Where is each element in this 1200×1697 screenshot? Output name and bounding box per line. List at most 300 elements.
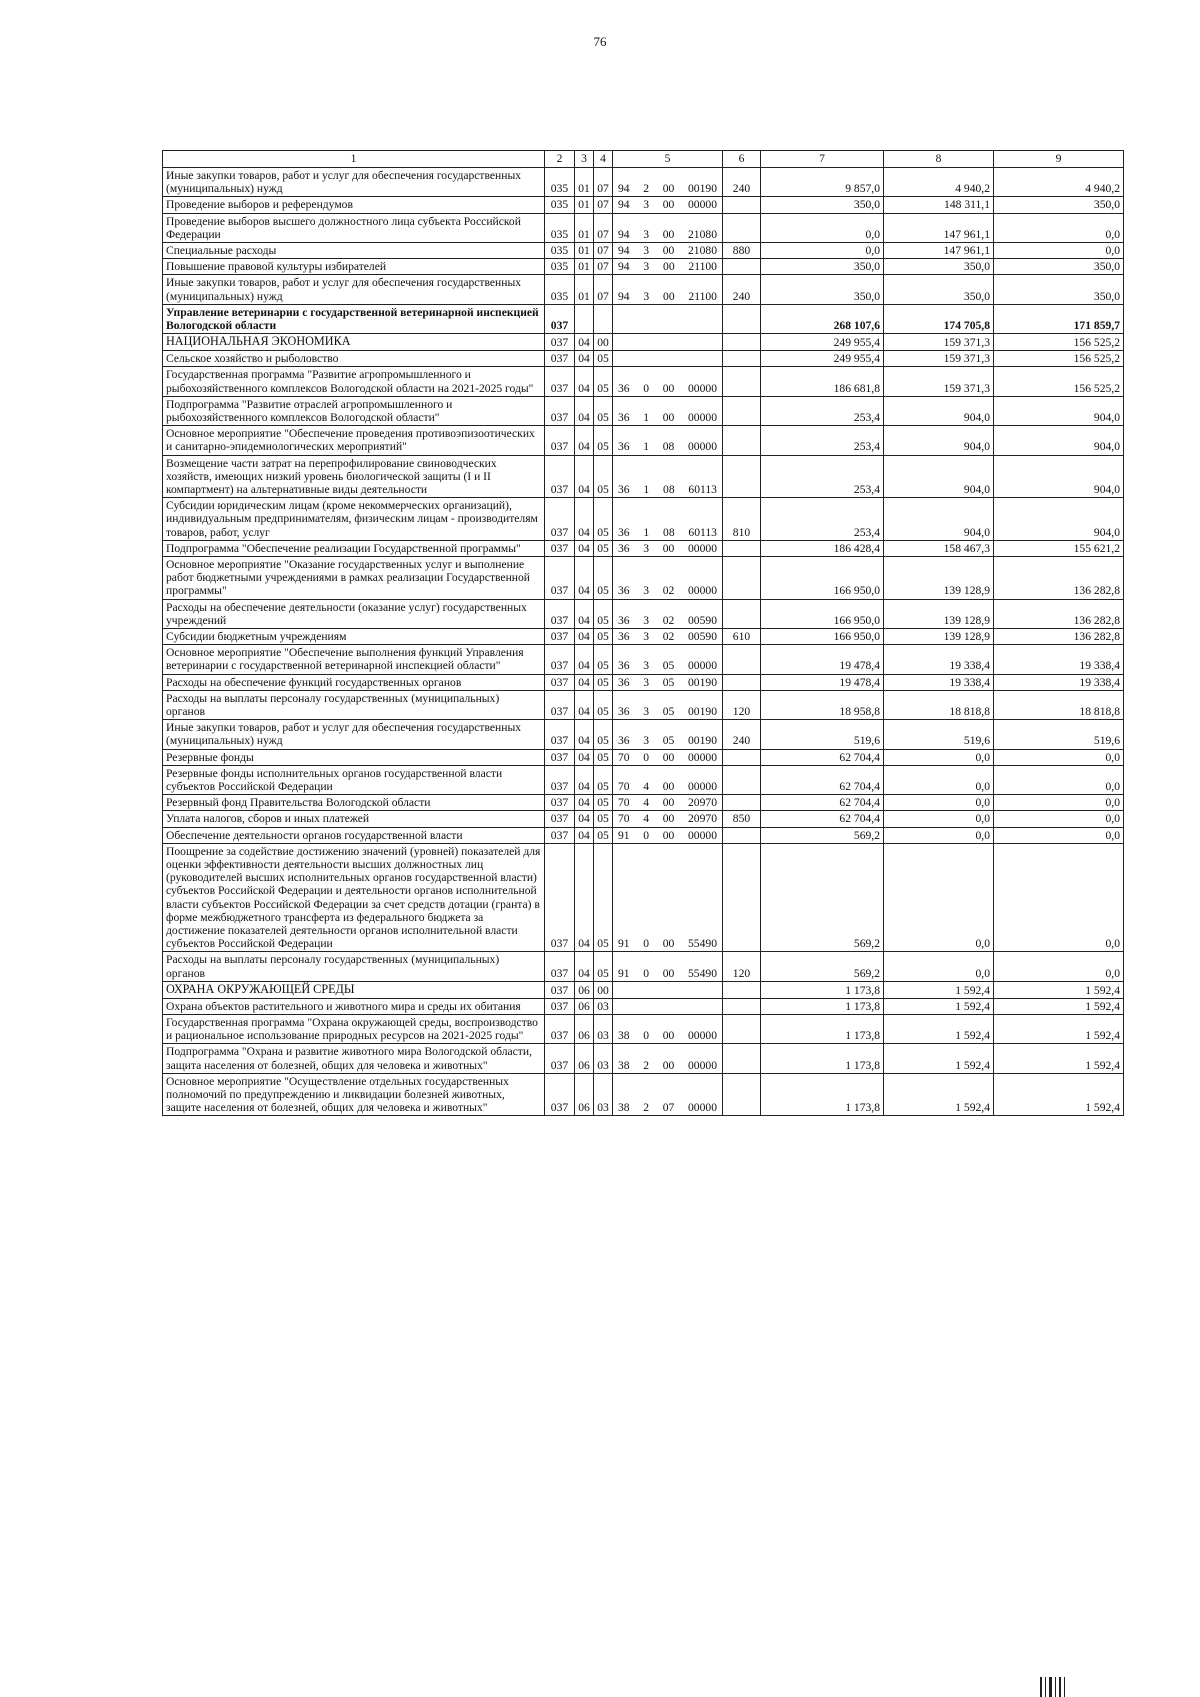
target-article-part: 36 bbox=[618, 381, 630, 395]
table-row bbox=[163, 275, 1124, 304]
target-article-part: 91 bbox=[618, 937, 630, 951]
cell-ministry-code: 037 bbox=[545, 455, 575, 498]
target-article-part: 3 bbox=[643, 198, 650, 212]
cell-expense-type: 610 bbox=[723, 629, 761, 645]
cell-amount-col9: 0,0 bbox=[994, 795, 1124, 811]
cell-amount-col8: 0,0 bbox=[884, 795, 994, 811]
cell-expense-type bbox=[723, 749, 761, 765]
cell-target-article bbox=[613, 998, 723, 1014]
cell-section-code: 04 bbox=[575, 952, 594, 981]
target-article-part: 2 bbox=[643, 1101, 650, 1115]
target-article-part: 0 bbox=[643, 828, 650, 842]
target-article-part: 2 bbox=[643, 1058, 650, 1072]
cell-ministry-code: 037 bbox=[545, 426, 575, 455]
cell-expense-type bbox=[723, 1073, 761, 1116]
row-description: Подпрограмма "Развитие отраслей агропромышленного и рыбохозяйственного комплексов Вологодской области" bbox=[163, 396, 545, 425]
cell-ministry-code: 035 bbox=[545, 275, 575, 304]
target-article-part: 0 bbox=[643, 937, 650, 951]
target-article-part: 00000 bbox=[688, 440, 717, 454]
cell-amount-col9: 0,0 bbox=[994, 811, 1124, 827]
cell-amount-col7: 1 173,8 bbox=[761, 981, 884, 998]
header-cell: 8 bbox=[884, 151, 994, 168]
cell-target-article bbox=[613, 351, 723, 367]
cell-amount-col7: 519,6 bbox=[761, 720, 884, 749]
target-article-part: 00000 bbox=[688, 1058, 717, 1072]
cell-expense-type bbox=[723, 1014, 761, 1043]
table-row bbox=[163, 749, 1124, 765]
cell-subsection-code: 03 bbox=[594, 1014, 613, 1043]
cell-amount-col7: 1 173,8 bbox=[761, 1014, 884, 1043]
row-description: Специальные расходы bbox=[163, 243, 545, 259]
cell-subsection-code: 05 bbox=[594, 599, 613, 628]
page-number: 76 bbox=[593, 34, 607, 49]
cell-amount-col7: 19 478,4 bbox=[761, 645, 884, 674]
table-row bbox=[163, 690, 1124, 719]
row-description: Резервные фонды исполнительных органов государственной власти субъектов Российской Федерации bbox=[163, 765, 545, 794]
cell-amount-col7: 1 173,8 bbox=[761, 998, 884, 1014]
cell-amount-col8: 19 338,4 bbox=[884, 645, 994, 674]
cell-subsection-code: 05 bbox=[594, 426, 613, 455]
cell-amount-col9: 0,0 bbox=[994, 827, 1124, 843]
target-article-part: 94 bbox=[618, 289, 630, 303]
cell-subsection-code: 00 bbox=[594, 981, 613, 998]
cell-amount-col7: 62 704,4 bbox=[761, 811, 884, 827]
row-description: Обеспечение деятельности органов государственной власти bbox=[163, 827, 545, 843]
cell-amount-col7: 9 857,0 bbox=[761, 168, 884, 197]
cell-target-article bbox=[613, 629, 723, 645]
cell-target-article bbox=[613, 1073, 723, 1116]
cell-ministry-code: 035 bbox=[545, 259, 575, 275]
cell-ministry-code: 037 bbox=[545, 1014, 575, 1043]
target-article-part: 91 bbox=[618, 966, 630, 980]
cell-target-article bbox=[613, 674, 723, 690]
cell-amount-col8: 0,0 bbox=[884, 765, 994, 794]
cell-amount-col9: 904,0 bbox=[994, 455, 1124, 498]
cell-target-article bbox=[613, 304, 723, 333]
target-article-part: 1 bbox=[643, 410, 650, 424]
target-article-part: 20970 bbox=[688, 796, 717, 810]
cell-amount-col9: 0,0 bbox=[994, 213, 1124, 242]
target-article-part: 00000 bbox=[688, 750, 717, 764]
cell-amount-col9: 350,0 bbox=[994, 259, 1124, 275]
cell-amount-col8: 147 961,1 bbox=[884, 213, 994, 242]
target-article-part: 3 bbox=[643, 613, 650, 627]
cell-subsection-code: 05 bbox=[594, 367, 613, 396]
cell-target-article bbox=[613, 599, 723, 628]
cell-amount-col8: 1 592,4 bbox=[884, 1014, 994, 1043]
row-description: Подпрограмма "Охрана и развитие животного мира Вологодской области, защита населения от болезней, общих для человека и животных" bbox=[163, 1044, 545, 1073]
target-article-part: 00000 bbox=[688, 381, 717, 395]
cell-amount-col9: 156 525,2 bbox=[994, 367, 1124, 396]
cell-target-article bbox=[613, 540, 723, 556]
target-article-part: 00590 bbox=[688, 613, 717, 627]
table-row bbox=[163, 1014, 1124, 1043]
cell-amount-col7: 249 955,4 bbox=[761, 351, 884, 367]
row-description: Государственная программа "Охрана окружающей среды, воспроизводство и рациональное использование природных ресурсов на 2021-2025 годы" bbox=[163, 1014, 545, 1043]
target-article-part: 00 bbox=[662, 750, 675, 764]
cell-subsection-code: 05 bbox=[594, 795, 613, 811]
target-article-part: 60113 bbox=[688, 525, 717, 539]
target-article-part: 00 bbox=[662, 1029, 675, 1043]
cell-target-article bbox=[613, 690, 723, 719]
cell-subsection-code: 05 bbox=[594, 645, 613, 674]
row-description: Управление ветеринарии с государственной ветеринарной инспекцией Вологодской области bbox=[163, 304, 545, 333]
cell-section-code: 04 bbox=[575, 498, 594, 541]
target-article-part: 05 bbox=[662, 659, 675, 673]
cell-section-code: 06 bbox=[575, 981, 594, 998]
cell-subsection-code: 07 bbox=[594, 259, 613, 275]
cell-target-article bbox=[613, 455, 723, 498]
cell-amount-col9: 0,0 bbox=[994, 952, 1124, 981]
cell-amount-col9: 0,0 bbox=[994, 765, 1124, 794]
row-description: Охрана объектов растительного и животного мира и среды их обитания bbox=[163, 998, 545, 1014]
target-article-part: 36 bbox=[618, 525, 630, 539]
cell-ministry-code: 035 bbox=[545, 168, 575, 197]
cell-amount-col7: 253,4 bbox=[761, 396, 884, 425]
cell-amount-col7: 62 704,4 bbox=[761, 765, 884, 794]
cell-amount-col7: 249 955,4 bbox=[761, 334, 884, 351]
cell-section-code: 01 bbox=[575, 243, 594, 259]
target-article-part: 4 bbox=[643, 812, 650, 826]
cell-amount-col7: 268 107,6 bbox=[761, 304, 884, 333]
cell-section-code: 04 bbox=[575, 843, 594, 952]
cell-target-article bbox=[613, 243, 723, 259]
cell-amount-col7: 350,0 bbox=[761, 259, 884, 275]
cell-section-code: 04 bbox=[575, 455, 594, 498]
target-article-part: 02 bbox=[662, 630, 675, 643]
target-article-part: 38 bbox=[618, 1029, 630, 1043]
target-article-part: 91 bbox=[618, 828, 630, 842]
target-article-part: 3 bbox=[643, 244, 650, 258]
cell-amount-col9: 156 525,2 bbox=[994, 334, 1124, 351]
cell-subsection-code: 03 bbox=[594, 998, 613, 1014]
cell-amount-col9: 1 592,4 bbox=[994, 1044, 1124, 1073]
cell-expense-type: 240 bbox=[723, 275, 761, 304]
table-row bbox=[163, 795, 1124, 811]
cell-subsection-code: 05 bbox=[594, 396, 613, 425]
cell-expense-type bbox=[723, 1044, 761, 1073]
cell-expense-type bbox=[723, 599, 761, 628]
target-article-part: 00 bbox=[662, 796, 675, 810]
cell-expense-type: 810 bbox=[723, 498, 761, 541]
cell-amount-col8: 159 371,3 bbox=[884, 367, 994, 396]
cell-amount-col8: 904,0 bbox=[884, 498, 994, 541]
cell-expense-type bbox=[723, 795, 761, 811]
cell-ministry-code: 037 bbox=[545, 795, 575, 811]
cell-expense-type bbox=[723, 998, 761, 1014]
cell-amount-col8: 1 592,4 bbox=[884, 981, 994, 998]
target-article-part: 00000 bbox=[688, 198, 717, 212]
row-description: Резервные фонды bbox=[163, 749, 545, 765]
target-article-part: 70 bbox=[618, 796, 630, 810]
target-article-part: 0 bbox=[643, 381, 650, 395]
cell-target-article bbox=[613, 275, 723, 304]
header-cell: 2 bbox=[545, 151, 575, 168]
table-row bbox=[163, 811, 1124, 827]
cell-amount-col8: 148 311,1 bbox=[884, 197, 994, 213]
cell-target-article bbox=[613, 811, 723, 827]
table-row bbox=[163, 645, 1124, 674]
target-article-part: 3 bbox=[643, 705, 650, 719]
cell-expense-type bbox=[723, 259, 761, 275]
cell-expense-type bbox=[723, 334, 761, 351]
cell-section-code: 04 bbox=[575, 351, 594, 367]
target-article-part: 00 bbox=[662, 541, 675, 555]
cell-amount-col7: 62 704,4 bbox=[761, 795, 884, 811]
target-article-part: 3 bbox=[643, 630, 650, 643]
target-article-part: 02 bbox=[662, 584, 675, 598]
cell-amount-col9: 1 592,4 bbox=[994, 1073, 1124, 1116]
cell-amount-col8: 147 961,1 bbox=[884, 243, 994, 259]
cell-target-article bbox=[613, 498, 723, 541]
table-row bbox=[163, 197, 1124, 213]
cell-amount-col7: 350,0 bbox=[761, 275, 884, 304]
cell-subsection-code: 07 bbox=[594, 275, 613, 304]
cell-amount-col9: 156 525,2 bbox=[994, 351, 1124, 367]
target-article-part: 4 bbox=[643, 796, 650, 810]
cell-expense-type: 240 bbox=[723, 168, 761, 197]
target-article-part: 00000 bbox=[688, 584, 717, 598]
row-description: Субсидии юридическим лицам (кроме некоммерческих организаций), индивидуальным предпринимателям, физическим лицам - производителям товаров, работ, услуг bbox=[163, 498, 545, 541]
header-cell: 5 bbox=[613, 151, 723, 168]
target-article-part: 20970 bbox=[688, 812, 717, 826]
cell-amount-col7: 166 950,0 bbox=[761, 629, 884, 645]
cell-expense-type bbox=[723, 213, 761, 242]
cell-target-article bbox=[613, 1014, 723, 1043]
cell-subsection-code: 05 bbox=[594, 351, 613, 367]
cell-amount-col8: 174 705,8 bbox=[884, 304, 994, 333]
cell-amount-col7: 186 681,8 bbox=[761, 367, 884, 396]
cell-amount-col8: 19 338,4 bbox=[884, 674, 994, 690]
cell-expense-type bbox=[723, 455, 761, 498]
cell-target-article bbox=[613, 556, 723, 599]
cell-section-code: 06 bbox=[575, 1044, 594, 1073]
cell-amount-col8: 0,0 bbox=[884, 811, 994, 827]
cell-amount-col8: 0,0 bbox=[884, 749, 994, 765]
cell-section-code: 04 bbox=[575, 629, 594, 645]
cell-subsection-code: 05 bbox=[594, 690, 613, 719]
cell-ministry-code: 037 bbox=[545, 749, 575, 765]
target-article-part: 08 bbox=[662, 440, 675, 454]
cell-ministry-code: 035 bbox=[545, 197, 575, 213]
target-article-part: 00000 bbox=[688, 659, 717, 673]
cell-section-code: 04 bbox=[575, 599, 594, 628]
cell-amount-col7: 0,0 bbox=[761, 213, 884, 242]
target-article-part: 00 bbox=[662, 381, 675, 395]
table-body bbox=[163, 151, 1124, 1116]
target-article-part: 3 bbox=[643, 289, 650, 303]
cell-subsection-code: 05 bbox=[594, 674, 613, 690]
target-article-part: 21080 bbox=[688, 244, 717, 258]
cell-target-article bbox=[613, 168, 723, 197]
target-article-part: 94 bbox=[618, 182, 630, 196]
row-description: Подпрограмма "Обеспечение реализации Государственной программы" bbox=[163, 540, 545, 556]
cell-amount-col9: 0,0 bbox=[994, 243, 1124, 259]
target-article-part: 00190 bbox=[688, 182, 717, 196]
cell-ministry-code: 037 bbox=[545, 629, 575, 645]
target-article-part: 21100 bbox=[688, 289, 717, 303]
cell-ministry-code: 037 bbox=[545, 1073, 575, 1116]
cell-subsection-code: 05 bbox=[594, 556, 613, 599]
cell-section-code: 06 bbox=[575, 1014, 594, 1043]
cell-amount-col8: 18 818,8 bbox=[884, 690, 994, 719]
budget-table bbox=[162, 150, 1124, 1116]
cell-amount-col7: 62 704,4 bbox=[761, 749, 884, 765]
target-article-part: 00000 bbox=[688, 828, 717, 842]
header-cell: 9 bbox=[994, 151, 1124, 168]
cell-expense-type bbox=[723, 304, 761, 333]
cell-section-code: 04 bbox=[575, 334, 594, 351]
target-article-part: 00190 bbox=[688, 675, 717, 689]
cell-amount-col7: 0,0 bbox=[761, 243, 884, 259]
cell-amount-col9: 904,0 bbox=[994, 426, 1124, 455]
cell-amount-col7: 253,4 bbox=[761, 426, 884, 455]
target-article-part: 38 bbox=[618, 1058, 630, 1072]
target-article-part: 36 bbox=[618, 440, 630, 454]
cell-amount-col9: 136 282,8 bbox=[994, 599, 1124, 628]
cell-expense-type bbox=[723, 426, 761, 455]
cell-ministry-code: 037 bbox=[545, 396, 575, 425]
row-description: Уплата налогов, сборов и иных платежей bbox=[163, 811, 545, 827]
cell-subsection-code: 05 bbox=[594, 720, 613, 749]
scan-barcode-marks bbox=[1040, 1677, 1065, 1697]
row-description: ОХРАНА ОКРУЖАЮЩЕЙ СРЕДЫ bbox=[163, 981, 545, 998]
row-description: Проведение выборов и референдумов bbox=[163, 197, 545, 213]
row-description: Иные закупки товаров, работ и услуг для обеспечения государственных (муниципальных) нужд bbox=[163, 720, 545, 749]
target-article-part: 00190 bbox=[688, 705, 717, 719]
row-description: Основное мероприятие "Обеспечение проведения противоэпизоотических и санитарно-эпидемиологических мероприятий" bbox=[163, 426, 545, 455]
table-row bbox=[163, 599, 1124, 628]
target-article-part: 05 bbox=[662, 705, 675, 719]
cell-ministry-code: 037 bbox=[545, 334, 575, 351]
cell-target-article bbox=[613, 795, 723, 811]
table-row bbox=[163, 1073, 1124, 1116]
table-row bbox=[163, 720, 1124, 749]
target-article-part: 94 bbox=[618, 244, 630, 258]
target-article-part: 00 bbox=[662, 1058, 675, 1072]
target-article-part: 36 bbox=[618, 675, 630, 689]
table-row bbox=[163, 351, 1124, 367]
table-row bbox=[163, 998, 1124, 1014]
cell-subsection-code: 05 bbox=[594, 952, 613, 981]
header-cell: 3 bbox=[575, 151, 594, 168]
target-article-part: 00000 bbox=[688, 410, 717, 424]
table-row bbox=[163, 455, 1124, 498]
cell-subsection-code: 03 bbox=[594, 1073, 613, 1116]
cell-section-code: 04 bbox=[575, 540, 594, 556]
cell-section-code: 04 bbox=[575, 645, 594, 674]
target-article-part: 08 bbox=[663, 525, 675, 539]
target-article-part: 1 bbox=[643, 482, 650, 496]
row-description: Проведение выборов высшего должностного лица субъекта Российской Федерации bbox=[163, 213, 545, 242]
target-article-part: 00 bbox=[662, 198, 675, 212]
table-row bbox=[163, 556, 1124, 599]
target-article-part: 38 bbox=[618, 1101, 630, 1115]
cell-target-article bbox=[613, 426, 723, 455]
cell-amount-col9: 350,0 bbox=[994, 275, 1124, 304]
cell-subsection-code: 07 bbox=[594, 197, 613, 213]
cell-subsection-code: 07 bbox=[594, 213, 613, 242]
target-article-part: 05 bbox=[662, 734, 675, 748]
cell-ministry-code: 037 bbox=[545, 351, 575, 367]
cell-subsection-code: 07 bbox=[594, 168, 613, 197]
row-description: Иные закупки товаров, работ и услуг для обеспечения государственных (муниципальных) нужд bbox=[163, 275, 545, 304]
cell-amount-col8: 904,0 bbox=[884, 455, 994, 498]
cell-ministry-code: 037 bbox=[545, 720, 575, 749]
cell-expense-type: 880 bbox=[723, 243, 761, 259]
cell-ministry-code: 037 bbox=[545, 998, 575, 1014]
target-article-part: 70 bbox=[618, 750, 630, 764]
cell-section-code: 01 bbox=[575, 275, 594, 304]
cell-section-code: 04 bbox=[575, 674, 594, 690]
cell-section-code: 04 bbox=[575, 720, 594, 749]
target-article-part: 07 bbox=[662, 1101, 675, 1115]
cell-expense-type: 120 bbox=[723, 952, 761, 981]
cell-amount-col7: 166 950,0 bbox=[761, 599, 884, 628]
cell-subsection-code: 05 bbox=[594, 498, 613, 541]
cell-amount-col9: 136 282,8 bbox=[994, 556, 1124, 599]
cell-target-article bbox=[613, 765, 723, 794]
target-article-part: 36 bbox=[618, 630, 630, 643]
target-article-part: 36 bbox=[618, 705, 630, 719]
cell-subsection-code: 05 bbox=[594, 843, 613, 952]
row-description: Основное мероприятие "Оказание государственных услуг и выполнение работ бюджетными учреждениями в рамках реализации Государственной программы" bbox=[163, 556, 545, 599]
cell-ministry-code: 037 bbox=[545, 367, 575, 396]
cell-amount-col7: 569,2 bbox=[761, 827, 884, 843]
cell-expense-type bbox=[723, 827, 761, 843]
target-article-part: 36 bbox=[618, 541, 630, 555]
cell-expense-type: 850 bbox=[723, 811, 761, 827]
cell-ministry-code: 037 bbox=[545, 540, 575, 556]
table-row bbox=[163, 168, 1124, 197]
target-article-part: 36 bbox=[618, 613, 630, 627]
cell-amount-col8: 0,0 bbox=[884, 952, 994, 981]
header-cell: 4 bbox=[594, 151, 613, 168]
cell-section-code: 04 bbox=[575, 367, 594, 396]
cell-amount-col8: 139 128,9 bbox=[884, 556, 994, 599]
row-description: Основное мероприятие "Осуществление отдельных государственных полномочий по предупреждению и ликвидации болезней животных, защите населения от болезней, общих для человека и животных" bbox=[163, 1073, 545, 1116]
cell-target-article bbox=[613, 720, 723, 749]
cell-target-article bbox=[613, 981, 723, 998]
cell-section-code: 04 bbox=[575, 556, 594, 599]
cell-expense-type bbox=[723, 197, 761, 213]
cell-amount-col8: 1 592,4 bbox=[884, 998, 994, 1014]
cell-ministry-code: 037 bbox=[545, 645, 575, 674]
row-description: Субсидии бюджетным учреждениям bbox=[163, 629, 545, 645]
row-description: Основное мероприятие "Обеспечение выполнения функций Управления ветеринарии с государственной ветеринарной инспекцией области" bbox=[163, 645, 545, 674]
table-row bbox=[163, 367, 1124, 396]
cell-amount-col9: 0,0 bbox=[994, 843, 1124, 952]
cell-section-code: 04 bbox=[575, 765, 594, 794]
cell-section-code: 06 bbox=[575, 1073, 594, 1116]
cell-amount-col8: 0,0 bbox=[884, 827, 994, 843]
table-row bbox=[163, 629, 1124, 645]
target-article-part: 55490 bbox=[688, 937, 717, 951]
table-row bbox=[163, 498, 1124, 541]
table-row bbox=[163, 259, 1124, 275]
cell-section-code: 06 bbox=[575, 998, 594, 1014]
cell-ministry-code: 037 bbox=[545, 690, 575, 719]
target-article-part: 00 bbox=[662, 828, 675, 842]
table-row bbox=[163, 304, 1124, 333]
target-article-part: 00190 bbox=[688, 734, 717, 748]
cell-amount-col8: 1 592,4 bbox=[884, 1044, 994, 1073]
cell-expense-type bbox=[723, 351, 761, 367]
cell-target-article bbox=[613, 749, 723, 765]
cell-ministry-code: 035 bbox=[545, 243, 575, 259]
table-row bbox=[163, 243, 1124, 259]
target-article-part: 1 bbox=[643, 525, 650, 539]
